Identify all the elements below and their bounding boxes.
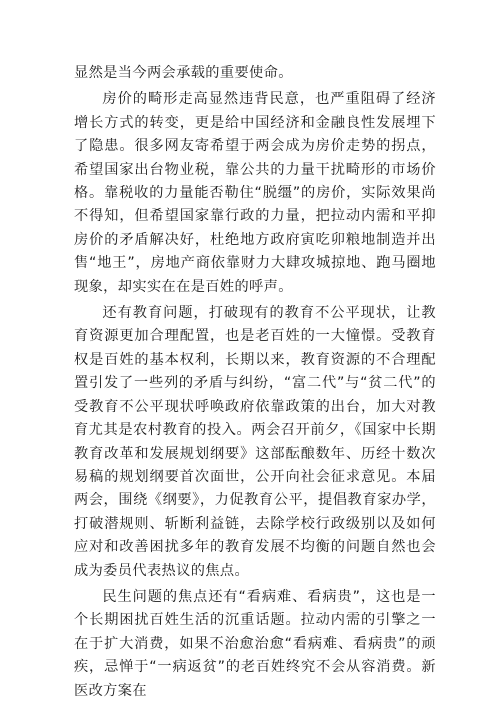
paragraph-continuation: 显然是当今两会承载的重要使命。	[74, 65, 293, 81]
paragraph-housing: 房价的畸形走高显然违背民意，也严重阻碍了经济增长方式的转变，更是给中国经济和金融良性发展埋下了隐患。很多网友寄希望于两会成为房价走势的拐点，希望国家出台物业税，靠公共的力量干扰畸形的市场价格。靠税收的力量能否勒住“脱缰”的房价，实际效果尚不得知，但希望国家靠行政的力量，把拉动内需和平抑房价的矛盾解决好，杜绝地方政府寅吃卯粮地制造并出售“地王”，房地产商依靠财力大肆攻城掠地、跑马圈地现象，却实实在在是百姓的呼声。	[74, 91, 436, 295]
paragraph-healthcare: 民生问题的焦点还有“看病难、看病贵”，这也是一个长期困扰百姓生活的沉重话题。拉动内需的引擎之一在于扩大消费，如果不治愈治愈“看病难、看病贵”的顽疾，忌惮于“一病返贫”的老百姓终究不会从容消费。新医改方案在	[74, 588, 436, 699]
paragraph-education: 还有教育问题，打破现有的教育不公平现状，让教育资源更加合理配置，也是老百姓的一大憧憬。受教育权是百姓的基本权利，长期以来，教育资源的不合理配置引发了一些列的矛盾与纠纷，“富二代”与“贫二代”的受教育不公平现状呼唤政府依靠政策的出台，加大对教育尤其是农村教育的投入。两会召开前夕，《国家中长期教育改革和发展规划纲要》这部酝酿数年、历经十数次易稿的规划纲要首次面世，公开向社会征求意见。本届两会，围绕《纲要》，力促教育公平，提倡教育家办学，打破潜规则、斩断利益链，去除学校行政级别以及如何应对和改善困扰多年的教育发展不均衡的问题自然也会成为委员代表热议的焦点。	[74, 305, 436, 579]
